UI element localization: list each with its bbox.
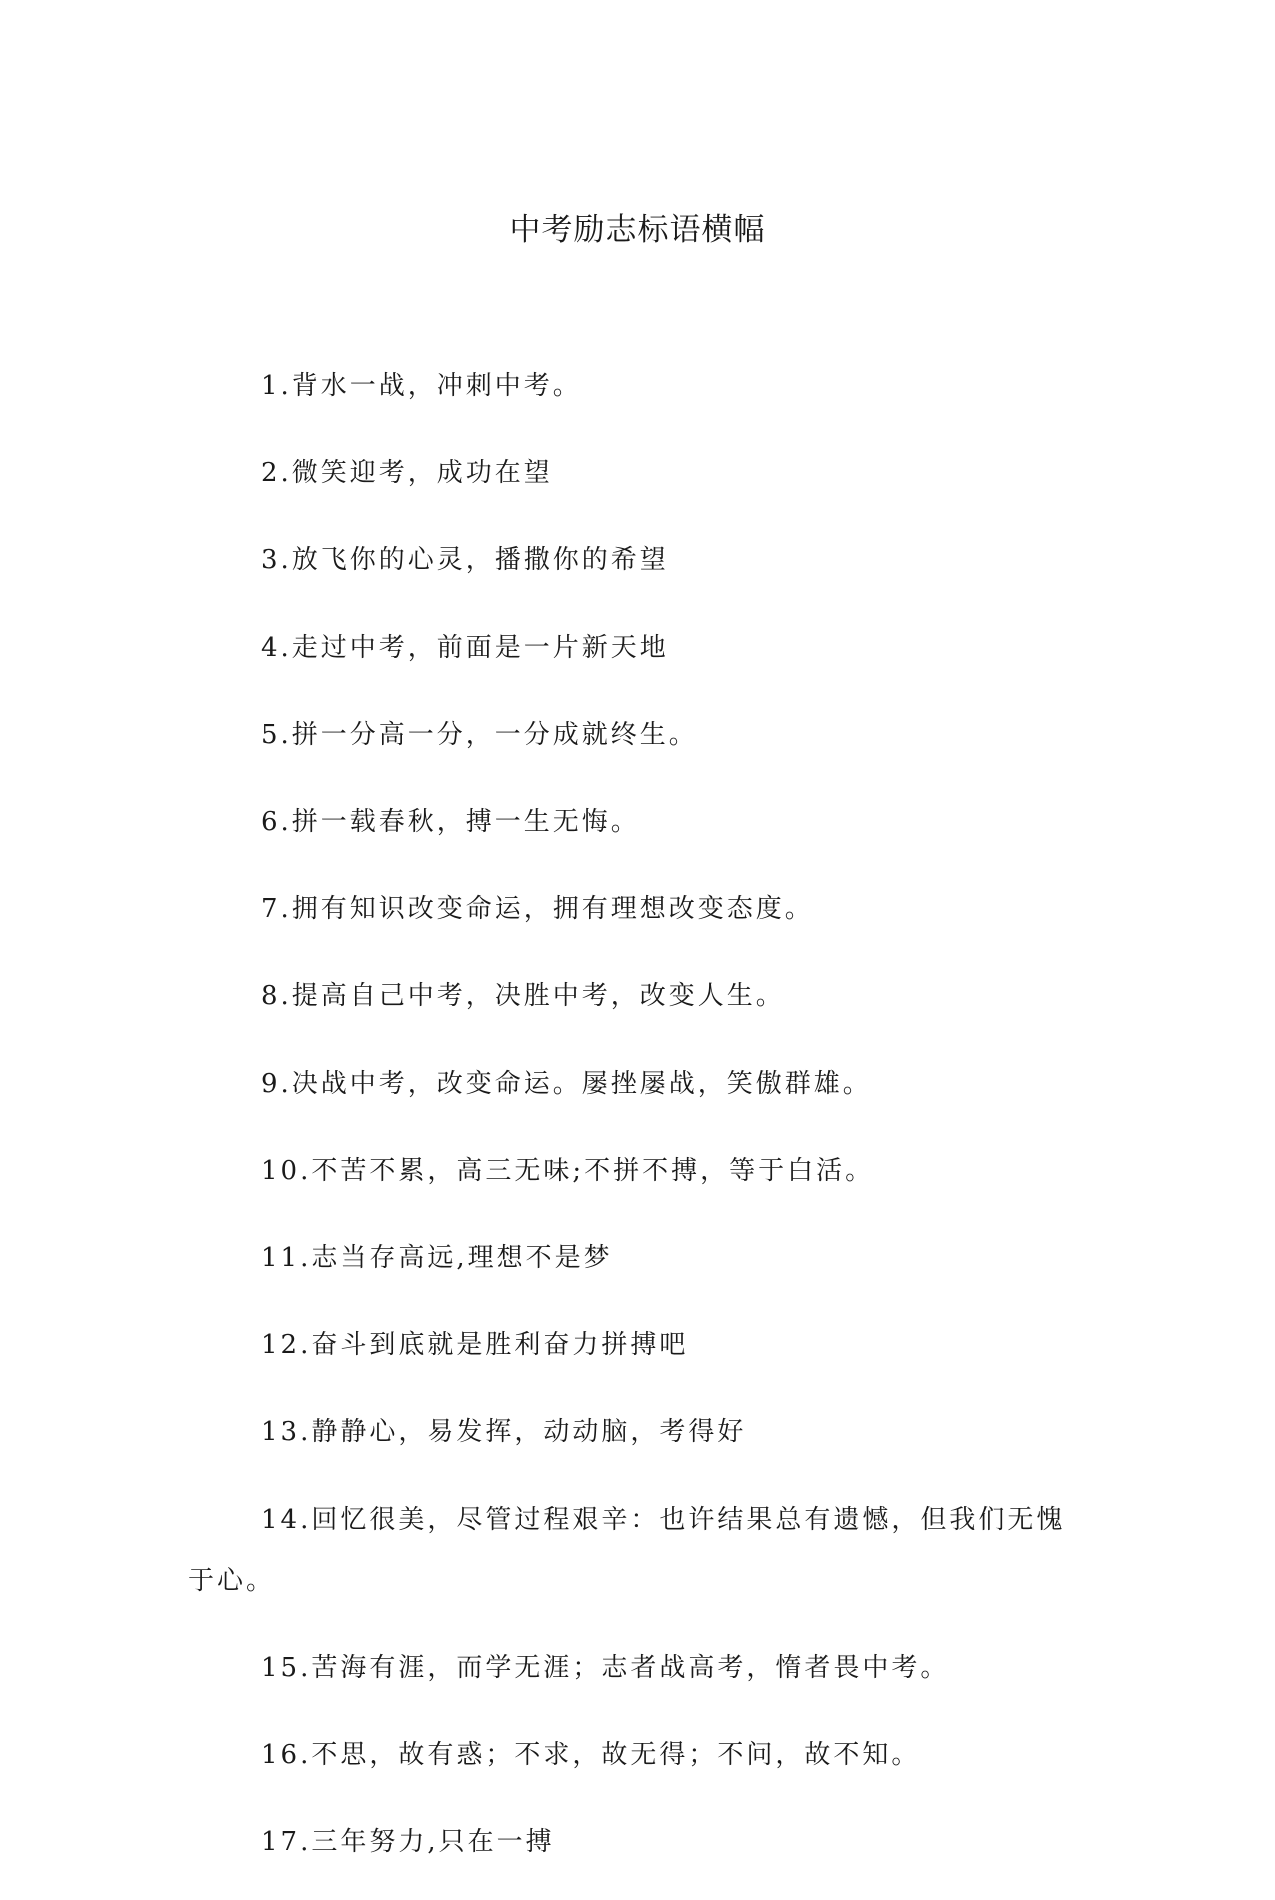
slogan-item-6: 6.拼一载春秋，搏一生无悔。 — [261, 807, 640, 838]
slogan-item-11: 11.志当存高远,理想不是梦 — [261, 1243, 613, 1274]
slogan-item-10: 10.不苦不累，高三无味;不拼不搏，等于白活。 — [261, 1155, 875, 1186]
slogan-item-13: 13.静静心，易发挥，动动脑，考得好 — [261, 1417, 747, 1448]
slogan-item-9: 9.决战中考，改变命运。屡挫屡战，笑傲群雄。 — [261, 1068, 872, 1099]
slogan-item-15: 15.苦海有涯，而学无涯；志者战高考，惰者畏中考。 — [261, 1653, 950, 1684]
slogan-item-2: 2.微笑迎考，成功在望 — [261, 458, 553, 489]
slogan-item-7: 7.拥有知识改变命运，拥有理想改变态度。 — [261, 894, 814, 925]
slogan-list — [188, 330, 1088, 1900]
slogan-item-5: 5.拼一分高一分，一分成就终生。 — [261, 719, 698, 750]
slogan-item-14: 14.回忆很美，尽管过程艰辛：也许结果总有遗憾，但我们无愧于心。 — [188, 1504, 1066, 1596]
slogan-item-12: 12.奋斗到底就是胜利奋力拼搏吧 — [261, 1330, 689, 1361]
slogan-item-3: 3.放飞你的心灵，播撒你的希望 — [261, 545, 669, 576]
slogan-item-8: 8.提高自己中考，决胜中考，改变人生。 — [261, 981, 785, 1012]
slogan-item-16: 16.不思，故有惑；不求，故无得；不问，故不知。 — [261, 1740, 921, 1771]
document-title: 中考励志标语横幅 — [509, 212, 766, 248]
slogan-item-17: 17.三年努力,只在一搏 — [261, 1827, 555, 1858]
slogan-item-1: 1.背水一战，冲刺中考。 — [261, 371, 582, 401]
slogan-item-4: 4.走过中考，前面是一片新天地 — [261, 632, 669, 663]
